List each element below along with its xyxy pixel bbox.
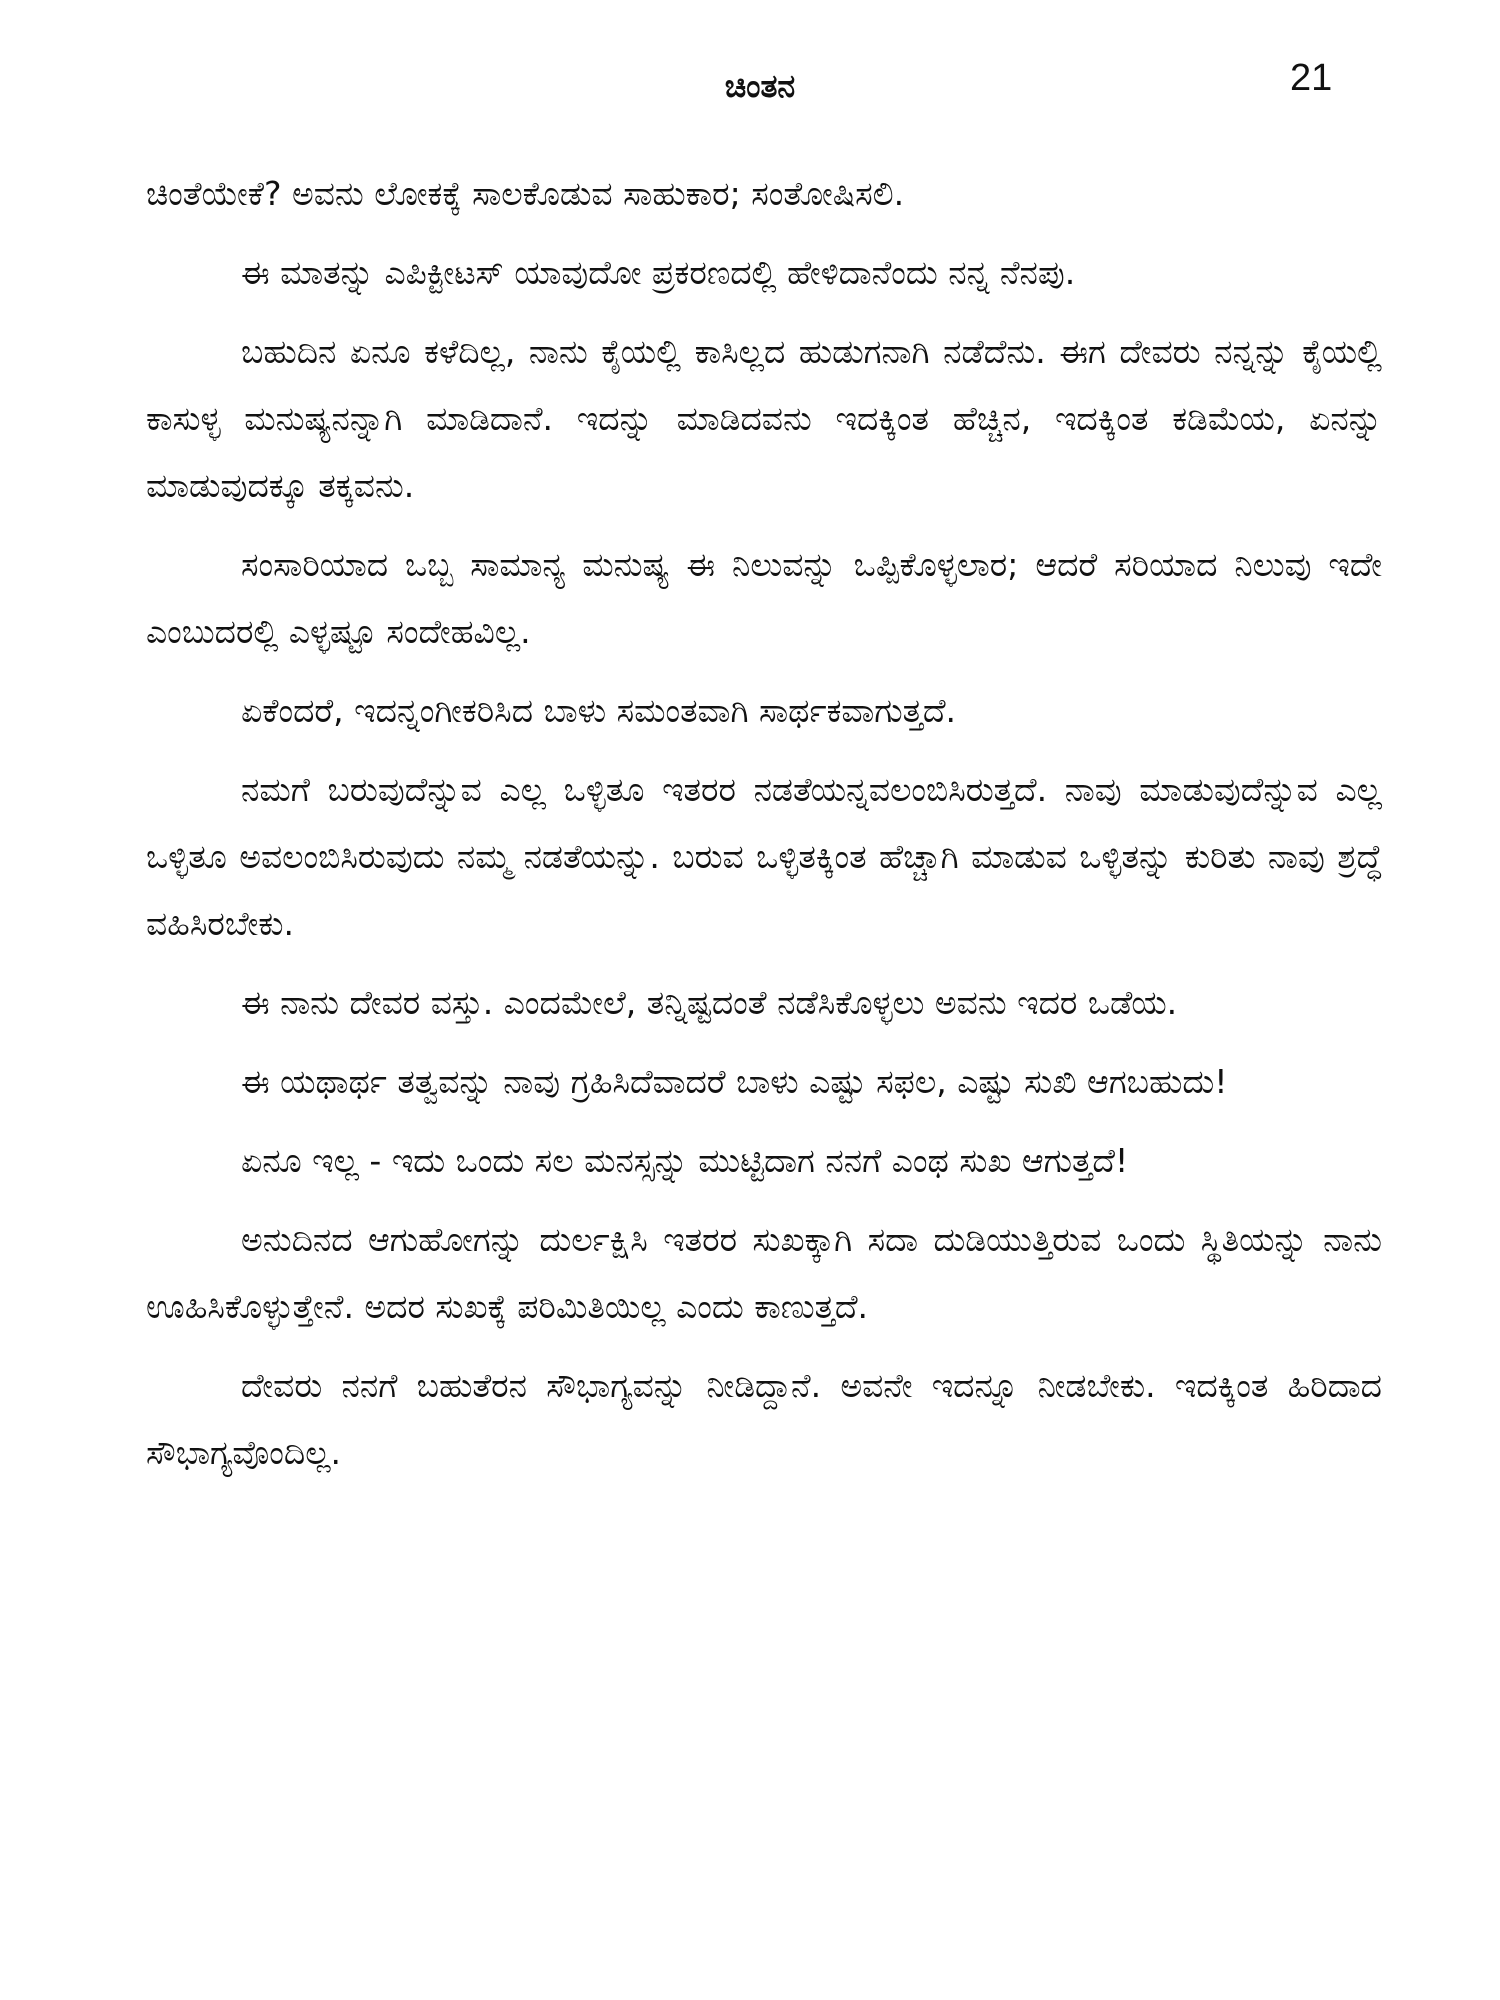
paragraph: ಈ ನಾನು ದೇವರ ವಸ್ತು. ಎಂದಮೇಲೆ, ತನ್ನಿಷ್ಟದಂತೆ ನಡೆಸಿಕೊಳ್ಳಲು ಅವನು ಇದರ ಒಡೆಯ. — [241, 983, 1178, 1022]
paragraph: ದೇವರು ನನಗೆ ಬಹುತೆರನ ಸೌಭಾಗ್ಯವನ್ನು ನೀಡಿದ್ದಾನೆ. ಅವನೇ ಇದನ್ನೂ ನೀಡಬೇಕು. ಇದಕ್ಕಿಂತ ಹಿರಿದಾದ ಸೌಭಾಗ್ಯವೊಂದಿಲ್ಲ. — [146, 1366, 1382, 1472]
paragraph: ಚಿಂತೆಯೇಕೆ? ಅವನು ಲೋಕಕ್ಕೆ ಸಾಲಕೊಡುವ ಸಾಹುಕಾರ; ಸಂತೋಷಿಸಲಿ. — [146, 174, 905, 213]
paragraph: ಈ ಯಥಾರ್ಥ ತತ್ವವನ್ನು ನಾವು ಗ್ರಹಿಸಿದೆವಾದರೆ ಬಾಳು ಎಷ್ಟು ಸಫಲ, ಎಷ್ಟು ಸುಖಿ ಆಗಬಹುದು! — [241, 1062, 1228, 1101]
paragraph: ಸಂಸಾರಿಯಾದ ಒಬ್ಬ ಸಾಮಾನ್ಯ ಮನುಷ್ಯ ಈ ನಿಲುವನ್ನು ಒಪ್ಪಿಕೊಳ್ಳಲಾರ; ಆದರೆ ಸರಿಯಾದ ನಿಲುವು ಇದೇ ಎಂಬುದರಲ್ಲಿ ಎಳ್ಳಷ್ಟೂ ಸಂದೇಹವಿಲ್ಲ. — [146, 545, 1382, 651]
paragraph: ನಮಗೆ ಬರುವುದೆನ್ನುವ ಎಲ್ಲ ಒಳ್ಳಿತೂ ಇತರರ ನಡತೆಯನ್ನವಲಂಬಿಸಿರುತ್ತದೆ. ನಾವು ಮಾಡುವುದೆನ್ನುವ ಎಲ್ಲ ಒಳ್ಳಿತೂ ಅವಲಂಬಿಸಿರುವುದು ನಮ್ಮ ನಡತೆಯನ್ನು. ಬರುವ ಒಳ್ಳಿತಕ್ಕಿಂತ ಹೆಚ್ಚಾಗಿ ಮಾಡುವ ಒಳ್ಳಿತನ್ನು ಕುರಿತು ನಾವು ಶ್ರದ್ಧೆ ವಹಿಸಿರಬೇಕು. — [146, 770, 1382, 943]
body-text — [146, 160, 1382, 1498]
paragraph: ಬಹುದಿನ ಏನೂ ಕಳೆದಿಲ್ಲ, ನಾನು ಕೈಯಲ್ಲಿ ಕಾಸಿಲ್ಲದ ಹುಡುಗನಾಗಿ ನಡೆದೆನು. ಈಗ ದೇವರು ನನ್ನನ್ನು ಕೈಯಲ್ಲಿ ಕಾಸುಳ್ಳ ಮನುಷ್ಯನನ್ನಾಗಿ ಮಾಡಿದಾನೆ. ಇದನ್ನು ಮಾಡಿದವನು ಇದಕ್ಕಿಂತ ಹೆಚ್ಚಿನ, ಇದಕ್ಕಿಂತ ಕಡಿಮೆಯ, ಏನನ್ನು ಮಾಡುವುದಕ್ಕೂ ತಕ್ಕವನು. — [146, 332, 1382, 505]
running-title: ಚಿಂತನ — [724, 67, 796, 105]
paragraph: ಅನುದಿನದ ಆಗುಹೋಗನ್ನು ದುರ್ಲಕ್ಷಿಸಿ ಇತರರ ಸುಖಕ್ಕಾಗಿ ಸದಾ ದುಡಿಯುತ್ತಿರುವ ಒಂದು ಸ್ಥಿತಿಯನ್ನು ನಾನು ಊಹಿಸಿಕೊಳ್ಳುತ್ತೇನೆ. ಅದರ ಸುಖಕ್ಕೆ ಪರಿಮಿತಿಯಿಲ್ಲ ಎಂದು ಕಾಣುತ್ತದೆ. — [146, 1220, 1382, 1326]
page-number: 21 — [1290, 57, 1333, 99]
paragraph: ಈ ಮಾತನ್ನು ಎಪಿಕ್ಟೀಟಸ್ ಯಾವುದೋ ಪ್ರಕರಣದಲ್ಲಿ ಹೇಳಿದಾನೆಂದು ನನ್ನ ನೆನಪು. — [241, 253, 1076, 292]
paragraph: ಏನೂ ಇಲ್ಲ - ಇದು ಒಂದು ಸಲ ಮನಸ್ಸನ್ನು ಮುಟ್ಟಿದಾಗ ನನಗೆ ಎಂಥ ಸುಖ ಆಗುತ್ತದೆ! — [241, 1141, 1129, 1180]
paragraph: ಏಕೆಂದರೆ, ಇದನ್ನಂಗೀಕರಿಸಿದ ಬಾಳು ಸಮಂತವಾಗಿ ಸಾರ್ಥಕವಾಗುತ್ತದೆ. — [241, 691, 957, 730]
running-header — [0, 52, 1500, 112]
